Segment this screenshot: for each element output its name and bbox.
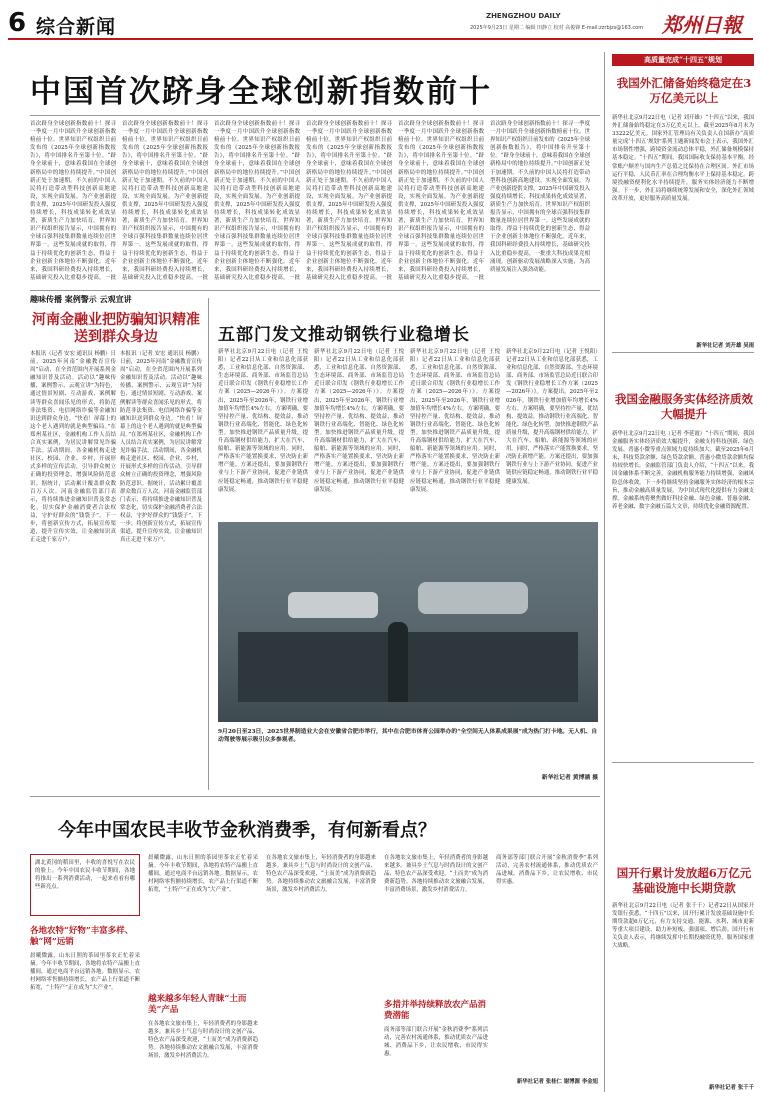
news-photo	[218, 522, 598, 722]
mid-left-body-col2: 本报讯（记者 安宏 通讯员 杨鹏）日前，2025年河南“金融教育宣传周”启动，在全省范围内开展系列金融知识普及活动。活动以“趣味传播、案例警示、云观宣讲”为特色，通过情景短剧、互动游戏、案例解读等群众喜闻乐见的形式，将防范非法集资、电信网络诈骗等金融知识送到群众身边。“快看！屏幕上的这个老人遇到的就是典型骗局。”在郑州某社区，金融机构工作人员结合真实案例，为居民讲解常见诈骗手法。活动期间，各金融机构走进社区、校园、企业、乡村，开展形式多样的宣传活动，引导群众树立正确的投资理念，增强风险防范意识。据统计，活动累计覆盖群众数百万人次。河南金融监管部门表示，将持续推进金融知识普及常态化，切实保护金融消费者合法权益，守护好群众的“钱袋子”。下一步，将创新宣传方式，拓展宣传渠道，提升宣传实效，让金融知识真正走进千家万户。	[120, 351, 202, 544]
mid-right-body-col4: 新华社北京9月22日电（记者 王悦阳）记者22日从工业和信息化部获悉，工业和信息化部、自然资源部、生态环境部、商务部、市场监管总局近日联合印发《钢铁行业稳增长工作方案（2025—2026年）》。方案提出，2025年至2026年，钢铁行业增加值年均增长4%左右。方案明确，要坚持控产量、优结构、提效益，推动钢铁行业高端化、智能化、绿色化转型。加快推进钢铁产品质量升级，提升高端钢材供给能力，扩大在汽车、船舶、新能源等领域的应用。同时，严格落实产能置换要求，坚决防止新增产能。方案还提出，要加强钢铁行业与上下游产业协同，促进产业链供应链稳定畅通，推动钢铁行业平稳健康发展。	[506, 349, 598, 485]
lead-rule	[30, 115, 600, 116]
story2-top-rule	[612, 352, 754, 353]
date-line: 2025年9月23日 星期二 编辑 田静立 校对 高俊锋 E-mail:zzrbjzs@163.com	[470, 25, 644, 31]
story3-body: 新华社北京9月22日电（记者 张千千）记者22日从国家开发银行获悉，“十四五”以来，国开行累计发放基础设施中长期贷款超6万亿元，有力支持交通、能源、水利、城市更新等重大项目建设，助力补短板、强弱项、增后劲。国开行有关负责人表示，将继续发挥中长期投融资优势，服务国家重大战略。	[612, 903, 754, 950]
lead-headline: 中国首次跻身全球创新指数前十	[30, 74, 492, 110]
story3-headline: 国开行累计发放超6万亿元基础设施中长期贷款	[616, 866, 752, 895]
sub3-heading: 多措并举持续释放农产品消费潜能	[384, 1000, 487, 1021]
section-title: 综合新闻	[36, 16, 117, 38]
story2-body: 新华社北京9月22日电（记者 李延霞）“十四五”期间，我国金融服务实体经济质效大幅提升，金融支持科技创新、绿色发展、普惠小微等重点领域力度持续加大。截至2025年6月末，科技贷款余额、绿色贷款余额、普惠小微贷款余额均保持较快增长。金融监管部门负责人介绍，“十四五”以来，我国金融体系不断完善，金融机构服务能力持续增强，金融风险总体收敛。下一步将继续坚持金融服务实体经济的根本宗旨，推动金融高质量发展，为中国式现代化提供有力金融支撑。金融系统将聚焦做好科技金融、绿色金融、普惠金融、养老金融、数字金融五篇大文章，持续优化金融资源配置。	[612, 431, 754, 510]
sub1-heading: 各地农特“好物”丰富多样、触“网”远销	[30, 926, 134, 947]
mid-vertical-rule	[208, 298, 209, 790]
lead-body-col5: 首次跻身全球创新指数前十！探寻一季度一月中国跃升全球创新指数榜前十位。世界知识产权组织日前发布的《2025年全球创新指数报告》，将中国排名升至第十位。“跻身全球前十，意味着我国在全球创新格局中的地位持续提升。”中国创新正处于加速期。不久前的中国人民将打造带动型科技创新高地建设，实现全面发展。为产业创新提供支撑，2025年中国研发投入强度持续增长，科技成果转化成效显著，新质生产力加快培育。世界知识产权组织报告显示，中国拥有的全球百强科技集群数量连续位居世界第一。这些发展成就的取得，得益于持续优化的创新生态，得益于企业创新主体地位不断强化。近年来，我国科研经费投入持续增长，基础研究投入比重稳步提高，一批	[398, 121, 484, 281]
lead-body-col1: 首次跻身全球创新指数前十！探寻一季度一月中国跃升全球创新指数榜前十位。世界知识产权组织日前发布的《2025年全球创新指数报告》，将中国排名升至第十位。“跻身全球前十，意味着我国在全球创新格局中的地位持续提升。”中国创新正处于加速期。不久前的中国人民将打造带动型科技创新高地建设，实现全面发展。为产业创新提供支撑，2025年中国研发投入强度持续增长，科技成果转化成效显著，新质生产力加快培育。世界知识产权组织报告显示，中国拥有的全球百强科技集群数量连续位居世界第一。这些发展成就的取得，得益于持续优化的创新生态，得益于企业创新主体地位不断强化。近年来，我国科研经费投入持续增长，基础研究投入比重稳步提高，一批	[30, 121, 116, 281]
masthead-rule	[8, 38, 753, 40]
story1-headline: 我国外汇储备始终稳定在3万亿美元以上	[616, 76, 752, 105]
photo-caption: 9月20日至23日，2025世界制造业大会在安徽省合肥市举行，其中在合肥市体育公园举办的“全空间无人体系成果展”成为热门打卡地。无人机、自动驾驶等展示吸引众多参观者。	[218, 729, 598, 744]
mid-right-body-col1: 新华社北京9月22日电（记者 王悦阳）记者22日从工业和信息化部获悉，工业和信息化部、自然资源部、生态环境部、商务部、市场监管总局近日联合印发《钢铁行业稳增长工作方案（2025—2026年）》。方案提出，2025年至2026年，钢铁行业增加值年均增长4%左右。方案明确，要坚持控产量、优结构、提效益，推动钢铁行业高端化、智能化、绿色化转型。加快推进钢铁产品质量升级，提升高端钢材供给能力，扩大在汽车、船舶、新能源等领域的应用。同时，严格落实产能置换要求，坚决防止新增产能。方案还提出，要加强钢铁行业与上下游产业协同，促进产业链供应链稳定畅通，推动钢铁行业平稳健康发展。	[218, 349, 308, 493]
mid-right-body-col3: 新华社北京9月22日电（记者 王悦阳）记者22日从工业和信息化部获悉，工业和信息化部、自然资源部、生态环境部、商务部、市场监管总局近日联合印发《钢铁行业稳增长工作方案（2025—2026年）》。方案提出，2025年至2026年，钢铁行业增加值年均增长4%左右。方案明确，要坚持控产量、优结构、提效益，推动钢铁行业高端化、智能化、绿色化转型。加快推进钢铁产品质量升级，提升高端钢材供给能力，扩大在汽车、船舶、新能源等领域的应用。同时，严格落实产能置换要求，坚决防止新增产能。方案还提出，要加强钢铁行业与上下游产业协同，促进产业链供应链稳定畅通，推动钢铁行业平稳健康发展。	[410, 349, 500, 493]
bottom-credit: 新华社记者 张桂仁 谢博源 李金旭	[516, 1079, 598, 1085]
photo-drone	[288, 592, 378, 618]
sub2-heading: 越来越多年轻人青睐“土而美”产品	[148, 994, 247, 1015]
sub1-body: 晨曦微露，山东日照的茶园里茶农正忙着采摘。今年丰收节期间，各地将农特产品搬上直播间，通过电商平台远销各地。数据显示，农村网络零售额持续增长，农产品上行渠道不断拓宽，“土特产”正在成为“大产业”。	[30, 953, 140, 992]
bottom-headline: 今年中国农民丰收节金秋消费季，有何新看点？	[58, 820, 436, 841]
right-column-header-text: 高质量完成“十四五”规划	[643, 55, 723, 64]
story1-credit: 新华社记者 刘开雄 吴雨	[696, 343, 754, 349]
lead-body-col4: 首次跻身全球创新指数前十！探寻一季度一月中国跃升全球创新指数榜前十位。世界知识产权组织日前发布的《2025年全球创新指数报告》，将中国排名升至第十位。“跻身全球前十，意味着我国在全球创新格局中的地位持续提升。”中国创新正处于加速期。不久前的中国人民将打造带动型科技创新高地建设，实现全面发展。为产业创新提供支撑，2025年中国研发投入强度持续增长，科技成果转化成效显著，新质生产力加快培育。世界知识产权组织报告显示，中国拥有的全球百强科技集群数量连续位居世界第一。这些发展成就的取得，得益于持续优化的创新生态，得益于企业创新主体地位不断强化。近年来，我国科研经费投入持续增长，基础研究投入比重稳步提高，一批	[306, 121, 392, 281]
photo-shelf	[238, 632, 578, 702]
story3-top-rule	[612, 762, 754, 763]
paper-english-name: ZHENGZHOU DAILY	[486, 12, 561, 20]
mid-right-headline: 五部门发文推动钢铁行业稳增长	[218, 325, 470, 345]
mid-left-body-col1: 本报讯（记者 安宏 通讯员 杨鹏）日前，2025年河南“金融教育宣传周”启动，在全省范围内开展系列金融知识普及活动。活动以“趣味传播、案例警示、云观宣讲”为特色，通过情景短剧、互动游戏、案例解读等群众喜闻乐见的形式，将防范非法集资、电信网络诈骗等金融知识送到群众身边。“快看！屏幕上的这个老人遇到的就是典型骗局。”在郑州某社区，金融机构工作人员结合真实案例，为居民讲解常见诈骗手法。活动期间，各金融机构走进社区、校园、企业、乡村，开展形式多样的宣传活动，引导群众树立正确的投资理念，增强风险防范意识。据统计，活动累计覆盖群众数百万人次。河南金融监管部门表示，将持续推进金融知识普及常态化，切实保护金融消费者合法权益，守护好群众的“钱袋子”。下一步，将创新宣传方式，拓展宣传渠道，提升宣传实效，让金融知识真正走进千家万户。	[30, 351, 116, 544]
right-column-divider	[604, 52, 605, 1092]
lead-body-col2: 首次跻身全球创新指数前十！探寻一季度一月中国跃升全球创新指数榜前十位。世界知识产权组织日前发布的《2025年全球创新指数报告》，将中国排名升至第十位。“跻身全球前十，意味着我国在全球创新格局中的地位持续提升。”中国创新正处于加速期。不久前的中国人民将打造带动型科技创新高地建设，实现全面发展。为产业创新提供支撑，2025年中国研发投入强度持续增长，科技成果转化成效显著，新质生产力加快培育。世界知识产权组织报告显示，中国拥有的全球百强科技集群数量连续位居世界第一。这些发展成就的取得，得益于持续优化的创新生态，得益于企业创新主体地位不断强化。近年来，我国科研经费投入持续增长，基础研究投入比重稳步提高，一批	[122, 121, 208, 281]
lead-bottom-rule	[30, 290, 600, 291]
newspaper-logo: 郑州日報	[662, 13, 742, 37]
sub2-body: 在各地农文旅市集上，年轻消费者的身影越来越多。兼具乡土气息与时尚设计的文创产品、特色农产品深受欢迎，“土而美”成为消费新趋势。各地持续推动农文旅融合发展，丰富消费场景，激发乡村消费活力。	[148, 1021, 258, 1060]
mid-right-body-col2: 新华社北京9月22日电（记者 王悦阳）记者22日从工业和信息化部获悉，工业和信息化部、自然资源部、生态环境部、商务部、市场监管总局近日联合印发《钢铁行业稳增长工作方案（2025—2026年）》。方案提出，2025年至2026年，钢铁行业增加值年均增长4%左右。方案明确，要坚持控产量、优结构、提效益，推动钢铁行业高端化、智能化、绿色化转型。加快推进钢铁产品质量升级，提升高端钢材供给能力，扩大在汽车、船舶、新能源等领域的应用。同时，严格落实产能置换要求，坚决防止新增产能。方案还提出，要加强钢铁行业与上下游产业协同，促进产业链供应链稳定畅通，推动钢铁行业平稳健康发展。	[314, 349, 404, 493]
bottom-body-col4: 在各地农文旅市集上，年轻消费者的身影越来越多。兼具乡土气息与时尚设计的文创产品、特色农产品深受欢迎，“土而美”成为消费新趋势。各地持续推动农文旅融合发展，丰富消费场景，激发乡村消费活力。	[384, 855, 488, 894]
lead-body-col6: 首次跻身全球创新指数前十！探寻一季度一月中国跃升全球创新指数榜前十位。世界知识产权组织日前发布的《2025年全球创新指数报告》，将中国排名升至第十位。“跻身全球前十，意味着我国在全球创新格局中的地位持续提升。”中国创新正处于加速期。不久前的中国人民将打造带动型科技创新高地建设，实现全面发展。为产业创新提供支撑，2025年中国研发投入强度持续增长，科技成果转化成效显著，新质生产力加快培育。世界知识产权组织报告显示，中国拥有的全球百强科技集群数量连续位居世界第一。这些发展成就的取得，得益于持续优化的创新生态，得益于企业创新主体地位不断强化。近年来，我国科研经费投入持续增长，基础研究投入比重稳步提高，一批重大科技成果竞相涌现。创新驱动发展战略深入实施，为高质量发展注入强劲动能。	[490, 121, 590, 273]
photo-credit: 新华社记者 黄博涵 摄	[541, 775, 598, 781]
intro-box	[30, 854, 140, 916]
story1-body: 新华社北京9月22日电（记者 刘开雄）“十四五”以来，我国外汇储备始终稳定在3万亿美元以上，截至2025年8月末为33222亿美元。国家外汇管理局有关负责人在国新办“高质量完成‘十四五’规划”系列主题新闻发布会上表示，我国外汇市场韧性增强，跨境资金流动总体平稳，外汇储备规模保持基本稳定。“十四五”期间，我国国际收支保持基本平衡，经常账户顺差与国内生产总值之比保持在合理区间。外汇市场运行平稳，人民币汇率在合理均衡水平上保持基本稳定。跨境投融资便利化水平持续提升，服务实体经济能力不断增强。下一步，外汇局将继续统筹发展和安全，深化外汇领域改革开放，更好服务高质量发展。	[612, 115, 754, 202]
story3-credit: 新华社记者 张千千	[708, 1085, 754, 1091]
mid-left-headline: 河南金融业把防骗知识精准送到群众身边	[32, 312, 200, 345]
bottom-top-rule	[30, 796, 600, 797]
bottom-body-col3: 在各地农文旅市集上，年轻消费者的身影越来越多。兼具乡土气息与时尚设计的文创产品、特色农产品深受欢迎，“土而美”成为消费新趋势。各地持续推动农文旅融合发展，丰富消费场景，激发乡村消费活力。	[266, 855, 376, 894]
bottom-body-col2: 晨曦微露，山东日照的茶园里茶农正忙着采摘。今年丰收节期间，各地将农特产品搬上直播间，通过电商平台远销各地。数据显示，农村网络零售额持续增长，农产品上行渠道不断拓宽，“土特产”正在成为“大产业”。	[148, 855, 258, 894]
mid-left-kicker: 趣味传播 案例警示 云观宣讲	[30, 295, 132, 304]
intro-box-text: 湖北黄冈的稻田里，丰收的喜悦写在农民的脸上。今年中国农民丰收节期间，各地将推出一系列消费活动，一起来看看有哪些新亮点。	[35, 860, 135, 891]
lead-body-col3: 首次跻身全球创新指数前十！探寻一季度一月中国跃升全球创新指数榜前十位。世界知识产权组织日前发布的《2025年全球创新指数报告》，将中国排名升至第十位。“跻身全球前十，意味着我国在全球创新格局中的地位持续提升。”中国创新正处于加速期。不久前的中国人民将打造带动型科技创新高地建设，实现全面发展。为产业创新提供支撑，2025年中国研发投入强度持续增长，科技成果转化成效显著，新质生产力加快培育。世界知识产权组织报告显示，中国拥有的全球百强科技集群数量连续位居世界第一。这些发展成就的取得，得益于持续优化的创新生态，得益于企业创新主体地位不断强化。近年来，我国科研经费投入持续增长，基础研究投入比重稳步提高，一批	[214, 121, 300, 281]
photo-drone	[418, 582, 528, 614]
sub3-body: 商务部等部门联合开展“金秋消费季”系列活动，完善农村流通体系，推动优质农产品进城、消费品下乡，让农民增收、市民得实惠。	[384, 1027, 488, 1058]
story2-headline: 我国金融服务实体经济质效大幅提升	[615, 392, 753, 421]
photo-person	[388, 622, 408, 702]
page-number: 6	[8, 8, 27, 38]
bottom-body-col5: 商务部等部门联合开展“金秋消费季”系列活动，完善农村流通体系，推动优质农产品进城、消费品下乡，让农民增收、市民得实惠。	[496, 855, 598, 886]
